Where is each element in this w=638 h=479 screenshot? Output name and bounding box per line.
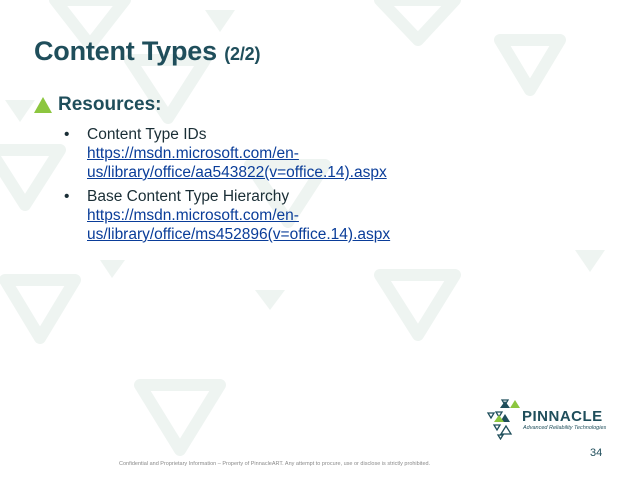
link-line: us/library/office/aa543822(v=office.14).aspx <box>87 164 387 181</box>
pinnacle-logo <box>486 398 621 438</box>
logo-wordmark: PINNACLE <box>522 408 603 425</box>
pinnacle-triangles-icon <box>486 398 522 440</box>
slide-title <box>34 36 260 67</box>
confidentiality-footer: Confidential and Proprietary Information – Property of PinnacleART. Any attempt to procure, use or disclose is strictly prohibited. <box>119 461 431 467</box>
slide-title-text: Content Types <box>34 36 217 66</box>
bullet-item-content-type-ids <box>60 125 490 182</box>
base-content-type-hierarchy-link[interactable] <box>87 206 490 244</box>
page-number: 34 <box>590 447 603 459</box>
bullet-text: Content Type IDs <box>87 126 207 143</box>
bullet-dot-icon: • <box>64 188 70 205</box>
bullet-dot-icon: • <box>64 126 70 143</box>
bullet-list <box>60 125 490 249</box>
link-line: us/library/office/ms452896(v=office.14).aspx <box>87 226 391 243</box>
triangle-bullet-icon <box>34 97 52 113</box>
section-heading-label: Resources: <box>58 94 162 115</box>
link-line: https://msdn.microsoft.com/en- <box>87 207 299 224</box>
slide-title-suffix: (2/2) <box>224 44 261 64</box>
section-heading <box>34 94 162 116</box>
logo-tagline: Advanced Reliability Technologies <box>523 425 607 431</box>
bullet-text: Base Content Type Hierarchy <box>87 188 290 205</box>
link-line: https://msdn.microsoft.com/en- <box>87 145 299 162</box>
content-type-ids-link[interactable] <box>87 144 490 182</box>
bullet-item-base-content-type-hierarchy <box>60 187 490 244</box>
